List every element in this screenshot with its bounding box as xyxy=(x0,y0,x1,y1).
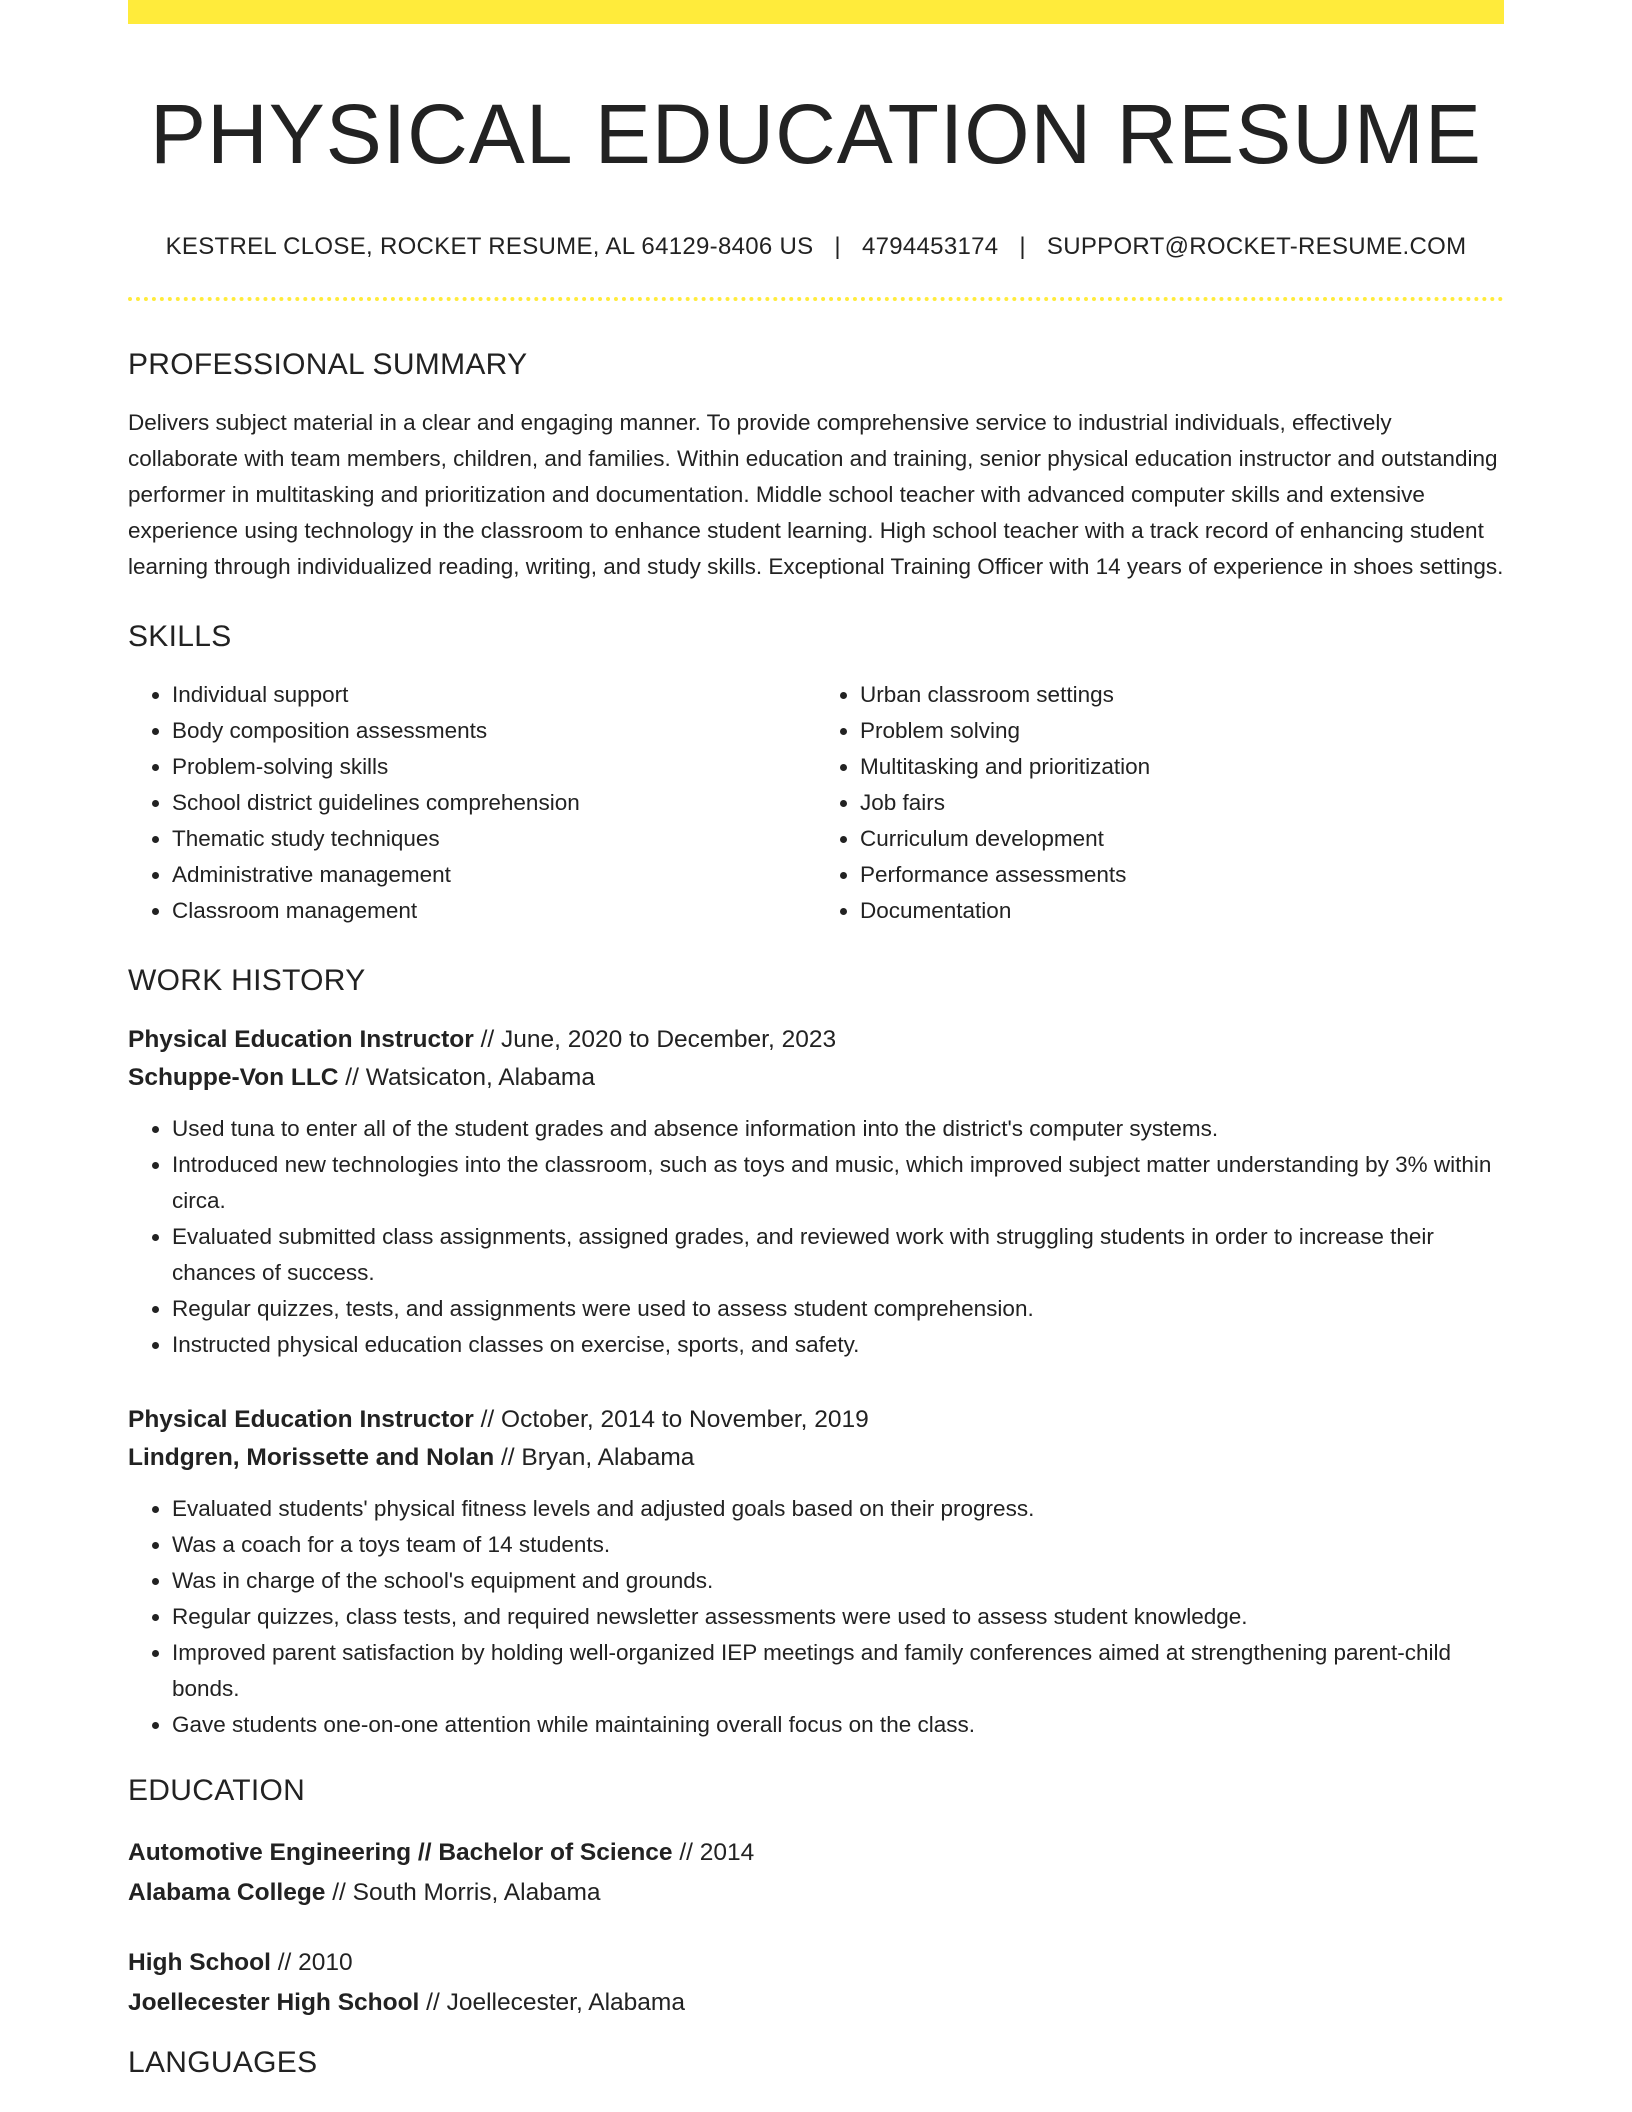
job-company-line xyxy=(128,1439,1504,1477)
job-bullet: • Was a coach for a toys team of 14 students. xyxy=(172,1527,1504,1563)
skill-item: • Urban classroom settings xyxy=(860,677,1504,713)
skill-item: • Curriculum development xyxy=(860,821,1504,857)
education-degree-line xyxy=(128,1943,1504,1983)
job-bullet: • Improved parent satisfaction by holding well-organized IEP meetings and family conferences aimed at strengthening parent-child bonds. xyxy=(172,1635,1504,1707)
education-school-line xyxy=(128,1873,1504,1913)
job-title-line xyxy=(128,1021,1504,1059)
education-entry xyxy=(128,1943,1504,2023)
education-heading: EDUCATION xyxy=(128,1773,306,1807)
skill-item: • Problem solving xyxy=(860,713,1504,749)
job-bullet: • Regular quizzes, class tests, and required newsletter assessments were used to assess student knowledge. xyxy=(172,1599,1504,1635)
skill-item: • Classroom management xyxy=(172,893,816,929)
contact-separator: | xyxy=(1019,232,1026,260)
job-location: // Watsicaton, Alabama xyxy=(338,1063,595,1091)
education-school: Alabama College xyxy=(128,1878,326,1906)
job-title: Physical Education Instructor xyxy=(128,1405,474,1433)
education-degree: Automotive Engineering // Bachelor of Science xyxy=(128,1838,673,1866)
skill-item: • Documentation xyxy=(860,893,1504,929)
job-bullet: • Was in charge of the school's equipment and grounds. xyxy=(172,1563,1504,1599)
job-dates: // June, 2020 to December, 2023 xyxy=(473,1025,837,1053)
job-bullet: • Used tuna to enter all of the student grades and absence information into the district's computer systems. xyxy=(172,1111,1504,1147)
skill-item: • Individual support xyxy=(172,677,816,713)
summary-heading: PROFESSIONAL SUMMARY xyxy=(128,347,528,381)
contact-address: KESTREL CLOSE, ROCKET RESUME, AL 64129-8406 US xyxy=(165,232,814,260)
top-accent-bar xyxy=(128,0,1504,24)
education-entry xyxy=(128,1833,1504,1913)
job-entry xyxy=(128,1021,1504,1363)
resume-page xyxy=(128,0,1504,2081)
education-location: // Joellecester, Alabama xyxy=(419,1988,685,2016)
job-company: Lindgren, Morissette and Nolan xyxy=(128,1443,495,1471)
skill-item: • Administrative management xyxy=(172,857,816,893)
job-title: Physical Education Instructor xyxy=(128,1025,474,1053)
languages-heading: LANGUAGES xyxy=(128,2045,318,2079)
job-bullet: • Evaluated submitted class assignments, assigned grades, and reviewed work with struggling students in order to increase their chances of success. xyxy=(172,1219,1504,1291)
job-bullet: • Instructed physical education classes on exercise, sports, and safety. xyxy=(172,1327,1504,1363)
contact-phone: 4794453174 xyxy=(861,232,999,260)
skill-item: • School district guidelines comprehension xyxy=(172,785,816,821)
education-location: // South Morris, Alabama xyxy=(325,1878,601,1906)
job-entry xyxy=(128,1401,1504,1743)
skills-heading: SKILLS xyxy=(128,619,232,653)
job-title-line xyxy=(128,1401,1504,1439)
job-bullets xyxy=(128,1491,1504,1743)
job-bullet: • Regular quizzes, tests, and assignments were used to assess student comprehension. xyxy=(172,1291,1504,1327)
education-school: Joellecester High School xyxy=(128,1988,420,2016)
resume-title: PHYSICAL EDUCATION RESUME xyxy=(150,87,1482,181)
job-company: Schuppe-Von LLC xyxy=(128,1063,339,1091)
skill-item: • Job fairs xyxy=(860,785,1504,821)
skill-item: • Thematic study techniques xyxy=(172,821,816,857)
education-school-line xyxy=(128,1983,1504,2023)
skills-column-1 xyxy=(128,677,816,929)
job-dates: // October, 2014 to November, 2019 xyxy=(473,1405,869,1433)
education-year: // 2014 xyxy=(672,1838,755,1866)
job-location: // Bryan, Alabama xyxy=(494,1443,695,1471)
job-bullets xyxy=(128,1111,1504,1363)
header-divider xyxy=(128,297,1504,301)
job-bullet: • Evaluated students' physical fitness levels and adjusted goals based on their progress. xyxy=(172,1491,1504,1527)
skill-item: • Problem-solving skills xyxy=(172,749,816,785)
skill-item: • Body composition assessments xyxy=(172,713,816,749)
skills-list xyxy=(128,677,1504,929)
education-degree-line xyxy=(128,1833,1504,1873)
education-year: // 2010 xyxy=(270,1948,353,1976)
job-bullet: • Gave students one-on-one attention while maintaining overall focus on the class. xyxy=(172,1707,1504,1743)
summary-text: Delivers subject material in a clear and engaging manner. To provide comprehensive service to industrial individuals, effectively collaborate with team members, children, and families. Within education and training, senior physical education instructor and outstanding performer in multitasking and prioritization and documentation. Middle school teacher with advanced computer skills and extensive experience using technology in the classroom to enhance student learning. High school teacher with a track record of enhancing student learning through individualized reading, writing, and study skills. Exceptional Training Officer with 14 years of experience in shoes settings. xyxy=(128,409,1504,579)
education-degree: High School xyxy=(128,1948,271,1976)
skills-column-2 xyxy=(816,677,1504,929)
contact-line xyxy=(128,233,1504,261)
contact-email: SUPPORT@ROCKET-RESUME.COM xyxy=(1046,232,1467,260)
job-company-line xyxy=(128,1059,1504,1097)
skill-item: • Performance assessments xyxy=(860,857,1504,893)
skill-item: • Multitasking and prioritization xyxy=(860,749,1504,785)
work-history-heading: WORK HISTORY xyxy=(128,963,366,997)
job-bullet: • Introduced new technologies into the classroom, such as toys and music, which improved subject matter understanding by 3% within circa. xyxy=(172,1147,1504,1219)
contact-separator: | xyxy=(834,232,841,260)
